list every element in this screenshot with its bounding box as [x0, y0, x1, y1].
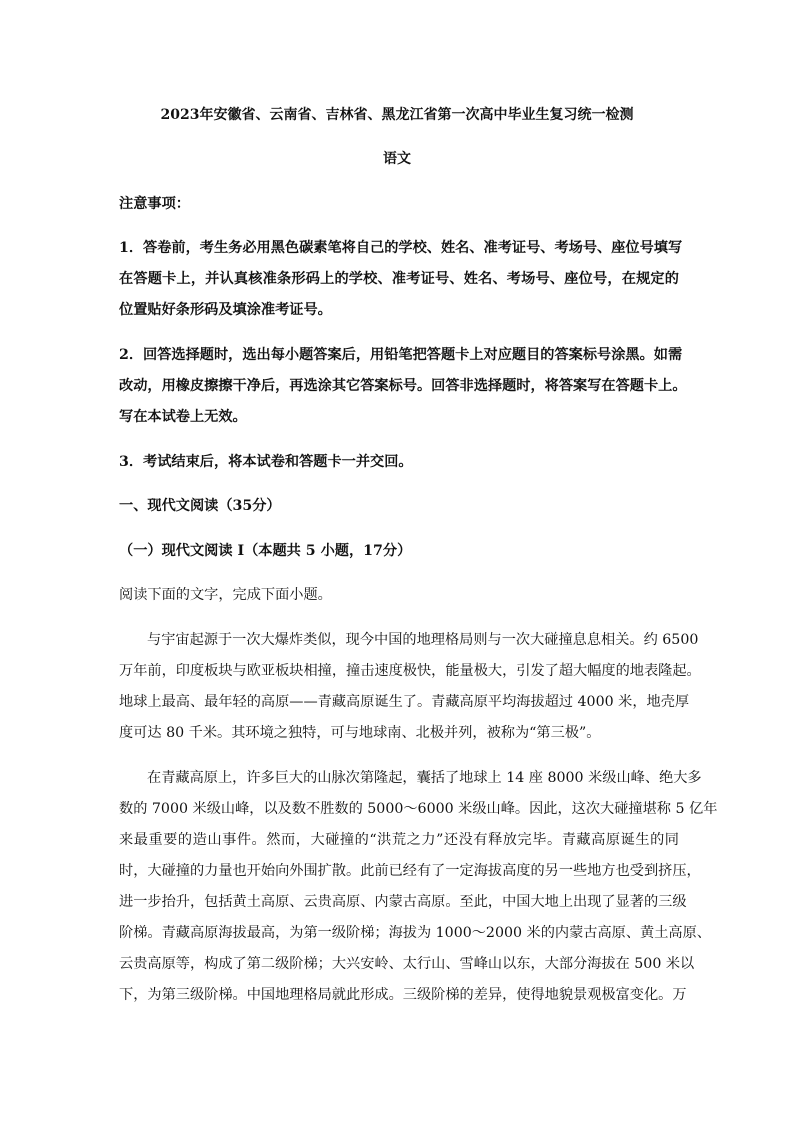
- passage-p2-line-4: 时，大碰撞的力量也开始向外围扩散。此前已经有了一定海拔高度的另一些地方也受到挤压，: [119, 863, 701, 879]
- notice-item-1-line-3: 位置贴好条形码及填涂准考证号。: [119, 302, 332, 318]
- notice-item-1-line-1: 1．答卷前，考生务必用黑色碳素笔将自己的学校、姓名、准考证号、考场号、座位号填写: [119, 240, 683, 256]
- notice-item-3: 3．考试结束后，将本试卷和答题卡一并交回。: [119, 454, 413, 470]
- passage-p1-line-4: 度可达 80 千米。其环境之独特，可与地球南、北极并列，被称为“第三极”。: [119, 725, 601, 741]
- section-heading: 一、现代文阅读（35分）: [119, 498, 281, 514]
- passage-p1-line-1: 与宇宙起源于一次大爆炸类似，现今中国的地理格局则与一次大碰撞息息相关。约 6500: [147, 632, 699, 648]
- notice-item-1-line-2: 在答题卡上，并认真核准条形码上的学校、准考证号、姓名、考场号、座位号，在规定的: [119, 271, 679, 287]
- reading-instruction: 阅读下面的文字，完成下面小题。: [119, 587, 332, 603]
- exam-title: 2023年安徽省、云南省、吉林省、黑龙江省第一次高中毕业生复习统一检测: [160, 107, 634, 123]
- notice-heading: 注意事项：: [119, 196, 190, 212]
- passage-p2-line-8: 下，为第三级阶梯。中国地理格局就此形成。三级阶梯的差异，使得地貌景观极富变化。万: [119, 987, 687, 1003]
- section-subheading: （一）现代文阅读 I（本题共 5 小题，17分）: [119, 543, 412, 559]
- passage-p2-line-3: 来最重要的造山事件。然而，大碰撞的“洪荒之力”还没有释放完毕。青藏高原诞生的同: [119, 832, 679, 848]
- passage-p2-line-7: 云贵高原等，构成了第二级阶梯；大兴安岭、太行山、雪峰山以东，大部分海拔在 500 米以: [119, 956, 695, 972]
- passage-p2-line-2: 数的 7000 米级山峰，以及数不胜数的 5000～6000 米级山峰。因此，这次大碰撞堪称 5 亿年: [119, 801, 718, 817]
- passage-p2-line-1: 在青藏高原上，许多巨大的山脉次第隆起，囊括了地球上 14 座 8000 米级山峰、绝大多: [147, 770, 702, 786]
- subject-title: 语文: [383, 151, 411, 167]
- passage-p1-line-3: 地球上最高、最年轻的高原——青藏高原诞生了。青藏高原平均海拔超过 4000 米，地壳厚: [119, 694, 690, 710]
- passage-p1-line-2: 万年前，印度板块与欧亚板块相撞，撞击速度极快，能量极大，引发了超大幅度的地表隆起。: [119, 663, 701, 679]
- notice-item-2-line-1: 2．回答选择题时，选出每小题答案后，用铅笔把答题卡上对应题目的答案标号涂黑。如需: [119, 347, 683, 363]
- notice-item-2-line-2: 改动，用橡皮擦擦干净后，再选涂其它答案标号。回答非选择题时，将答案写在答题卡上。: [119, 378, 687, 394]
- passage-p2-line-6: 阶梯。青藏高原海拔最高，为第一级阶梯；海拔为 1000～2000 米的内蒙古高原、黄土高原、: [119, 925, 711, 941]
- passage-p2-line-5: 进一步抬升，包括黄土高原、云贵高原、内蒙古高原。至此，中国大地上出现了显著的三级: [119, 894, 687, 910]
- notice-item-2-line-3: 写在本试卷上无效。: [119, 409, 247, 425]
